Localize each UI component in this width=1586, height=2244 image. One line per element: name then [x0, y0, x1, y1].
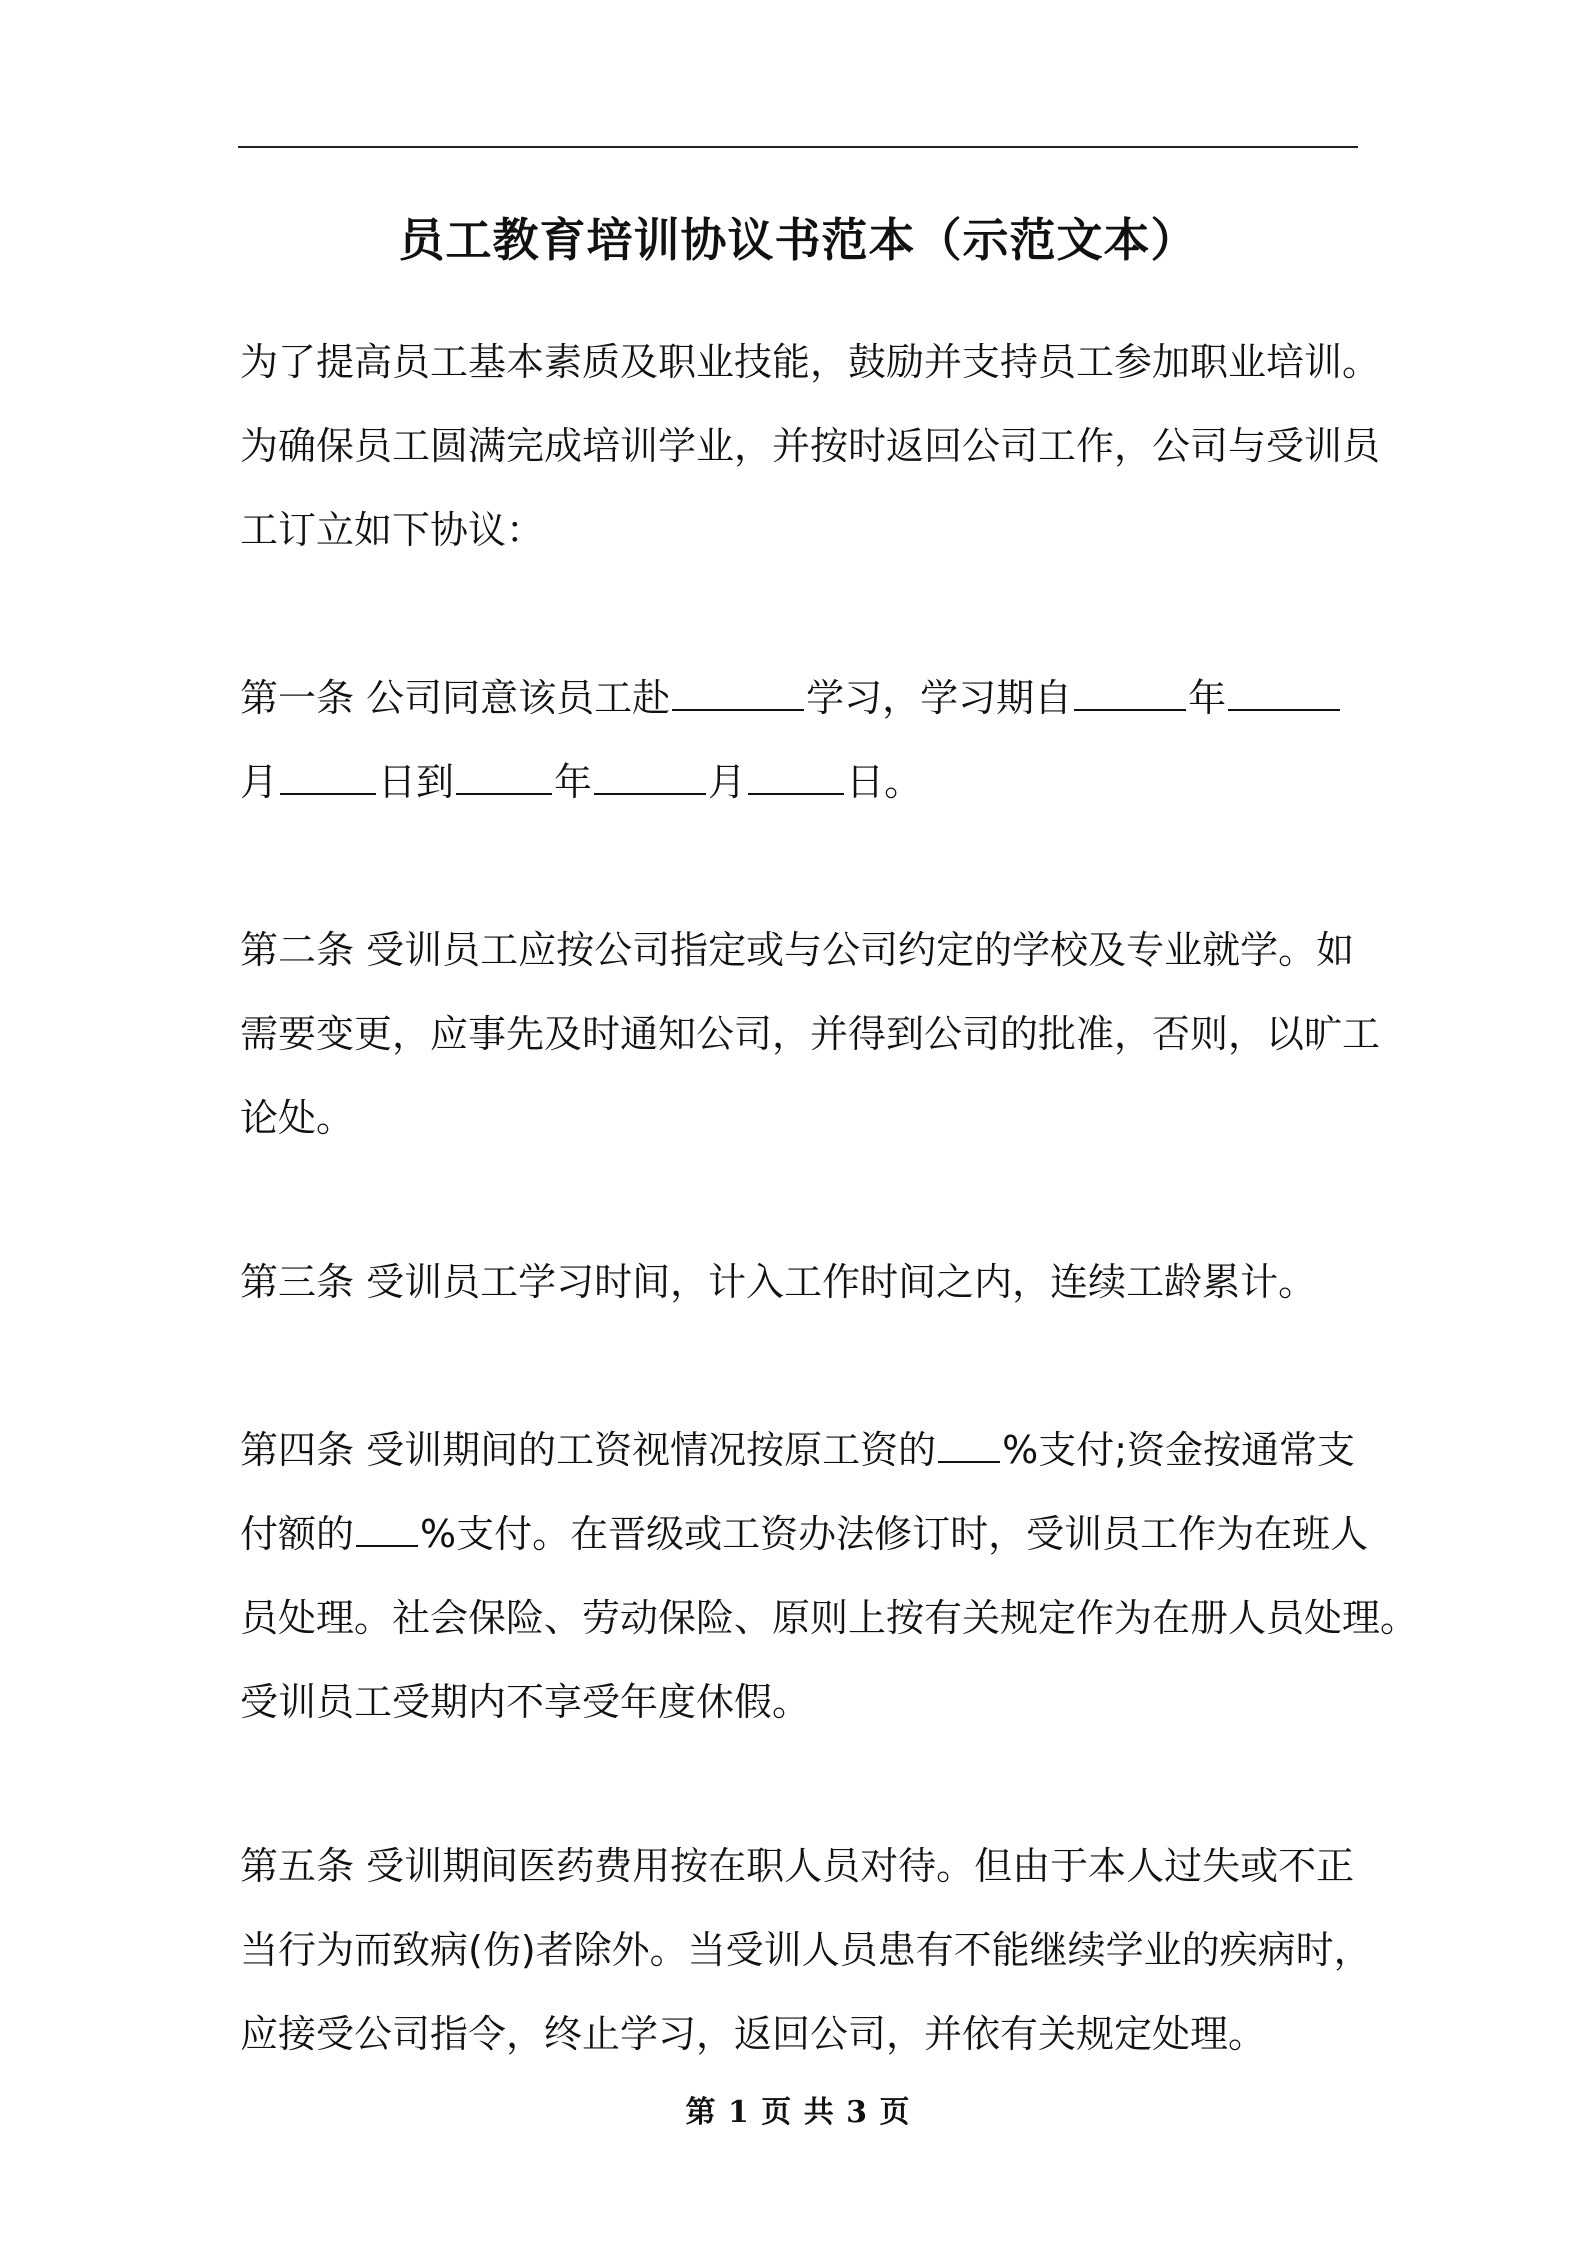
article-text: 第四条 受训期间的工资视情况按原工资的	[240, 1428, 937, 1472]
article-5-line: 应接受公司指令，终止学习，返回公司，并依有关规定处理。	[240, 2012, 1267, 2056]
intro-paragraph	[240, 320, 1381, 572]
article-2-line: 论处。	[240, 1096, 355, 1140]
intro-line: 工订立如下协议：	[240, 508, 545, 552]
article-4-line-1	[240, 1408, 1358, 1492]
article-1	[240, 656, 1358, 824]
article-4-line-2	[240, 1492, 1369, 1576]
blank-field	[456, 755, 552, 795]
article-4-line-4: 受训员工受期内不享受年度休假。	[240, 1680, 811, 1724]
article-4	[240, 1408, 1419, 1744]
article-5-line: 当行为而致病(伤)者除外。当受训人员患有不能继续学业的疾病时，	[240, 1928, 1372, 1972]
article-2-line: 第二条 受训员工应按公司指定或与公司约定的学校及专业就学。如	[240, 928, 1355, 972]
article-text: 年	[1188, 676, 1227, 720]
article-text: %支付;资金按通常支	[1002, 1428, 1356, 1472]
article-text: 学习，学习期自	[806, 676, 1073, 720]
article-4-line-3: 员处理。社会保险、劳动保险、原则上按有关规定作为在册人员处理。	[240, 1596, 1419, 1640]
article-text: 月	[240, 760, 279, 804]
intro-line: 为确保员工圆满完成培训学业，并按时返回公司工作，公司与受训员	[240, 424, 1381, 468]
article-text: 月	[708, 760, 747, 804]
article-5	[240, 1824, 1372, 2076]
header-rule	[238, 146, 1358, 148]
blank-field	[594, 755, 706, 795]
blank-field	[1228, 671, 1340, 711]
article-5-line: 第五条 受训期间医药费用按在职人员对待。但由于本人过失或不正	[240, 1844, 1355, 1888]
blank-field	[748, 755, 844, 795]
document-title: 员工教育培训协议书范本（示范文本）	[398, 213, 1198, 267]
article-text: 日。	[846, 760, 923, 804]
article-3	[240, 1240, 1358, 1324]
article-text: 日到	[378, 760, 455, 804]
blank-field	[280, 755, 376, 795]
article-2	[240, 908, 1381, 1160]
article-1-line-2	[240, 740, 1358, 824]
blank-field	[938, 1423, 1000, 1463]
blank-field	[1074, 671, 1186, 711]
intro-line: 为了提高员工基本素质及职业技能，鼓励并支持员工参加职业培训。	[240, 340, 1381, 384]
page-number: 第 1 页 共 3 页	[685, 2095, 911, 2130]
article-text: 年	[554, 760, 593, 804]
blank-field	[672, 671, 804, 711]
blank-field	[356, 1507, 418, 1547]
article-text: 第一条 公司同意该员工赴	[240, 676, 671, 720]
article-2-line: 需要变更，应事先及时通知公司，并得到公司的批准，否则，以旷工	[240, 1012, 1381, 1056]
article-3-line: 第三条 受训员工学习时间，计入工作时间之内，连续工龄累计。	[240, 1260, 1317, 1304]
article-text: %支付。在晋级或工资办法修订时，受训员工作为在班人	[420, 1512, 1369, 1556]
article-text: 付额的	[240, 1512, 355, 1556]
article-1-line-1	[240, 656, 1358, 740]
